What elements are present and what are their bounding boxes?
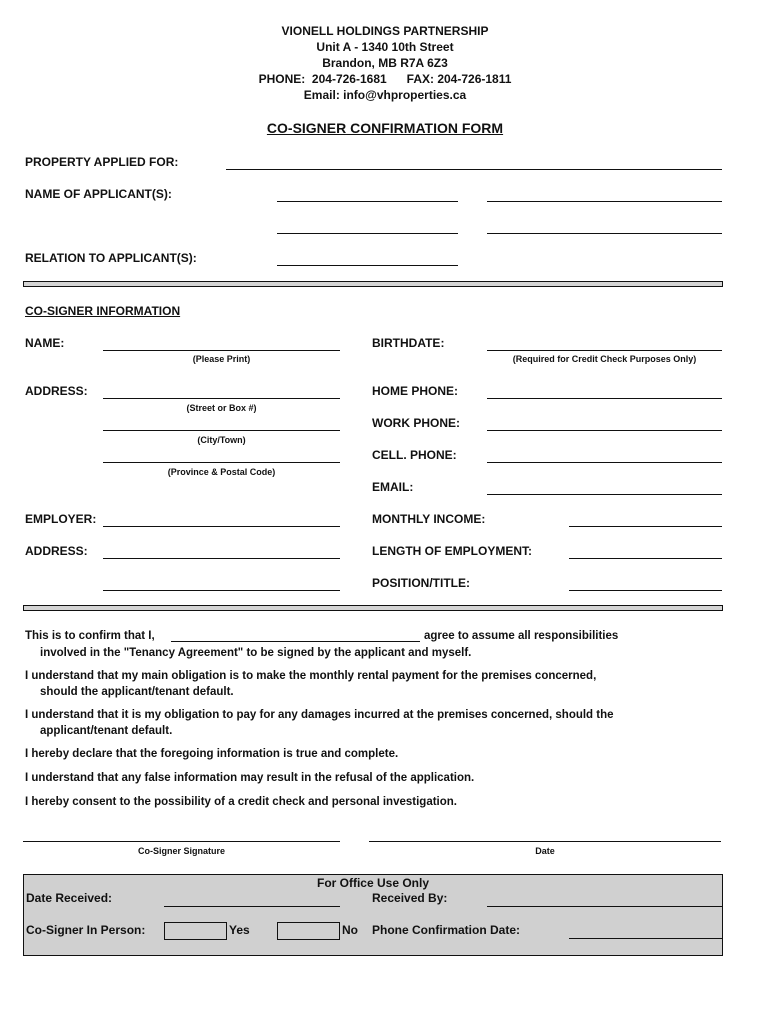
confirm-line2: involved in the "Tenancy Agreement" to be signed by the applicant and myself.	[40, 647, 472, 659]
office-use-box	[23, 874, 723, 956]
signature-date-field[interactable]	[369, 841, 721, 842]
monthly-income-label: MONTHLY INCOME:	[372, 512, 486, 526]
position-label: POSITION/TITLE:	[372, 576, 470, 590]
cosigner-address-label: ADDRESS:	[25, 384, 88, 398]
obligation-line1: I understand that my main obligation is to make the monthly rental payment for the premises concerned,	[25, 670, 597, 682]
section-divider-2	[23, 605, 723, 611]
birthdate-field[interactable]	[487, 350, 722, 351]
applicant-name-field-1[interactable]	[277, 201, 458, 202]
home-phone-label: HOME PHONE:	[372, 384, 459, 398]
birthdate-hint: (Required for Credit Check Purposes Only)	[512, 354, 697, 364]
date-received-field[interactable]	[164, 906, 340, 907]
property-applied-field[interactable]	[226, 169, 722, 170]
confirm-end: agree to assume all responsibilities	[424, 630, 619, 642]
form-title: CO-SIGNER CONFIRMATION FORM	[266, 120, 504, 136]
employer-label: EMPLOYER:	[25, 512, 97, 526]
signature-label: Co-Signer Signature	[137, 846, 225, 856]
company-name: VIONELL HOLDINGS PARTNERSHIP	[281, 24, 489, 38]
property-applied-label: PROPERTY APPLIED FOR:	[25, 155, 179, 169]
position-field[interactable]	[569, 590, 722, 591]
no-checkbox[interactable]	[277, 922, 340, 940]
home-phone-field[interactable]	[487, 398, 722, 399]
date-received-label: Date Received:	[26, 891, 113, 905]
employer-field[interactable]	[103, 526, 340, 527]
phone-confirmation-label: Phone Confirmation Date:	[372, 923, 521, 937]
section-divider	[23, 281, 723, 287]
company-address-line2: Brandon, MB R7A 6Z3	[322, 56, 448, 70]
email-field[interactable]	[487, 494, 722, 495]
received-by-label: Received By:	[372, 891, 448, 905]
cell-phone-label: CELL. PHONE:	[372, 448, 457, 462]
employer-address-field-1[interactable]	[103, 558, 340, 559]
signature-field[interactable]	[23, 841, 340, 842]
name-hint: (Please Print)	[192, 354, 251, 364]
employer-address-label: ADDRESS:	[25, 544, 88, 558]
province-hint: (Province & Postal Code)	[167, 467, 276, 477]
applicant-name-field-3[interactable]	[277, 233, 458, 234]
street-field[interactable]	[103, 398, 340, 399]
yes-label: Yes	[229, 923, 250, 937]
applicant-name-label: NAME OF APPLICANT(S):	[25, 187, 172, 201]
length-employment-field[interactable]	[569, 558, 722, 559]
email-label: EMAIL:	[372, 480, 414, 494]
company-address-line1: Unit A - 1340 10th Street	[316, 40, 454, 54]
company-email: Email: info@vhproperties.ca	[303, 88, 467, 102]
damages-line1: I understand that it is my obligation to pay for any damages incurred at the premises concerned, should the	[25, 709, 614, 721]
city-hint: (City/Town)	[197, 435, 246, 445]
false-info-statement: I understand that any false information may result in the refusal of the application.	[25, 772, 475, 784]
monthly-income-field[interactable]	[569, 526, 722, 527]
cosigner-section-title: CO-SIGNER INFORMATION	[25, 304, 181, 318]
employer-address-field-2[interactable]	[103, 590, 340, 591]
applicant-name-field-2[interactable]	[487, 201, 722, 202]
yes-checkbox[interactable]	[164, 922, 227, 940]
confirm-name-field[interactable]	[171, 641, 420, 642]
damages-line2: applicant/tenant default.	[40, 725, 173, 737]
city-field[interactable]	[103, 430, 340, 431]
province-field[interactable]	[103, 462, 340, 463]
phone-confirmation-field[interactable]	[569, 938, 722, 939]
work-phone-field[interactable]	[487, 430, 722, 431]
consent-statement: I hereby consent to the possibility of a credit check and personal investigation.	[25, 796, 457, 808]
street-hint: (Street or Box #)	[186, 403, 257, 413]
applicant-name-field-4[interactable]	[487, 233, 722, 234]
cosigner-name-label: NAME:	[25, 336, 65, 350]
cell-phone-field[interactable]	[487, 462, 722, 463]
office-use-title: For Office Use Only	[316, 876, 430, 890]
no-label: No	[342, 923, 358, 937]
work-phone-label: WORK PHONE:	[372, 416, 460, 430]
relation-field[interactable]	[277, 265, 458, 266]
declare-statement: I hereby declare that the foregoing information is true and complete.	[25, 748, 399, 760]
obligation-line2: should the applicant/tenant default.	[40, 686, 234, 698]
length-employment-label: LENGTH OF EMPLOYMENT:	[372, 544, 532, 558]
birthdate-label: BIRTHDATE:	[372, 336, 445, 350]
received-by-field[interactable]	[487, 906, 722, 907]
in-person-label: Co-Signer In Person:	[26, 923, 146, 937]
cosigner-name-field[interactable]	[103, 350, 340, 351]
signature-date-label: Date	[535, 846, 555, 856]
company-phone-fax: PHONE: 204-726-1681 FAX: 204-726-1811	[258, 72, 512, 86]
relation-label: RELATION TO APPLICANT(S):	[25, 251, 197, 265]
confirm-start: This is to confirm that I,	[25, 630, 155, 642]
